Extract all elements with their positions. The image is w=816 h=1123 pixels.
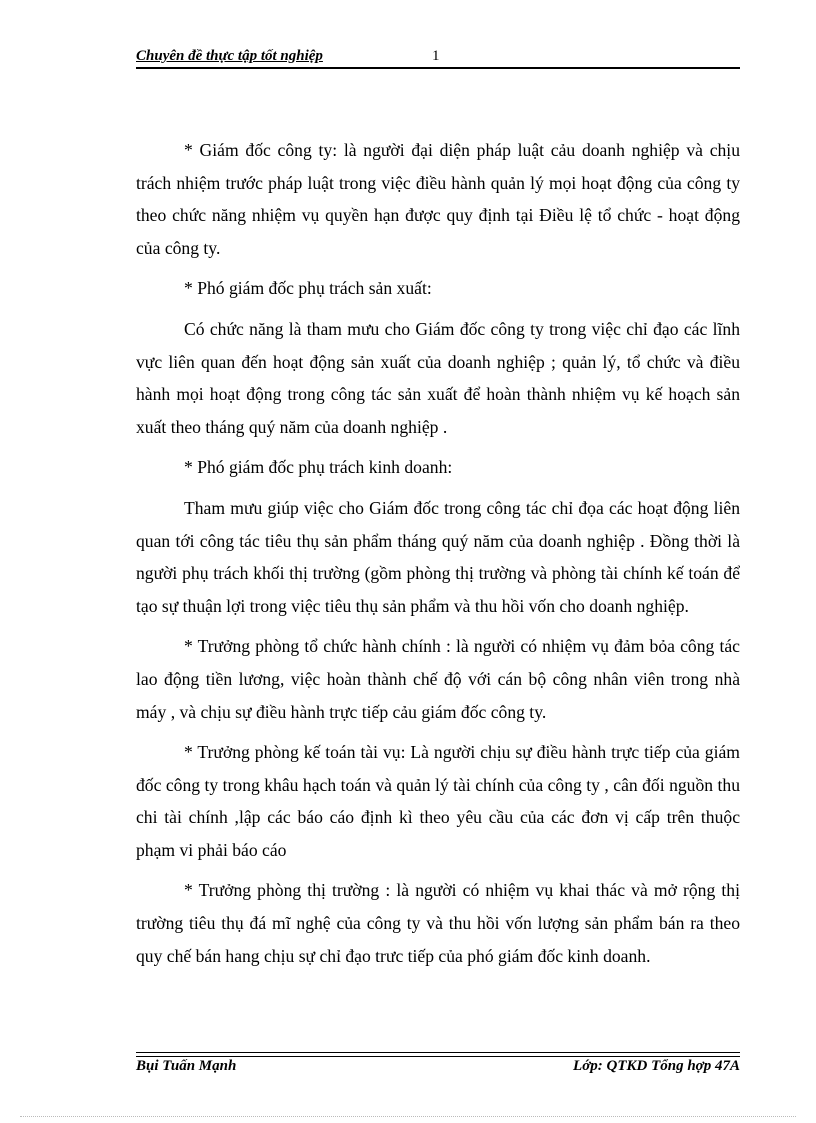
page-number: 1 [432, 48, 440, 64]
header-rule [136, 67, 740, 69]
paragraph-truong-phong-ke-toan: * Trưởng phòng kế toán tài vụ: Là người chịu sự điều hành trực tiếp của giám đốc công ty trong khâu hạch toán và quản lý tài chính của công ty , cân đối nguồn thu chi tài chính ,lập các báo cáo định kì theo yêu cầu của các đơn vị cấp trên thuộc phạm vi phải báo cáo [136, 742, 740, 860]
header-title: Chuyên đề thực tập tốt nghiệp [136, 48, 323, 64]
footer-rule [136, 1052, 740, 1057]
paragraph-pho-giam-doc-kinh-doanh: Tham mưu giúp việc cho Giám đốc trong công tác chỉ đọa các hoạt động liên quan tới công tác tiêu thụ sản phẩm tháng quý năm của doanh nghiệp . Đồng thời là người phụ trách khối thị trường (gồm phòng thị trường và phòng tài chính kế toán để tạo sự thuận lợi trong việc tiêu thụ sản phẩm và thu hồi vốn cho doanh nghiệp. [136, 497, 740, 616]
paragraph-pho-giam-doc-san-xuat: Có chức năng là tham mưu cho Giám đốc công ty trong việc chỉ đạo các lĩnh vực liên quan đến hoạt động sản xuất của doanh nghiệp ; quản lý, tổ chức và điều hành mọi hoạt động trong công tác sản xuất để hoàn thành nhiệm vụ kế hoạch sản xuất theo tháng quý năm của doanh nghiệp . [136, 318, 740, 437]
paragraph-giam-doc: * Giám đốc công ty: là người đại diện pháp luật cảu doanh nghiệp và chịu trách nhiệm trước pháp luật trong việc điều hành quản lý mọi hoạt động của công ty theo chức năng nhiệm vụ quyền hạn được quy định tại Điều lệ tổ chức - hoạt động của công ty. [136, 140, 740, 258]
footer-class: Lớp: QTKD Tổng hợp 47A [573, 1058, 740, 1074]
paragraph-truong-phong-thi-truong: * Trưởng phòng thị trường : là người có nhiệm vụ khai thác và mở rộng thị trường tiêu thụ đá mĩ nghệ của công ty và thu hồi vốn lượng sản phẩm bán ra theo quy chế bán hang chịu sự chỉ đạo trưc tiếp của phó giám đốc kinh doanh. [136, 880, 740, 966]
heading-pho-giam-doc-san-xuat: * Phó giám đốc phụ trách sản xuất: [184, 278, 432, 299]
document-body [136, 134, 740, 980]
page-header [136, 48, 740, 68]
heading-pho-giam-doc-kinh-doanh: * Phó giám đốc phụ trách kinh doanh: [184, 457, 453, 478]
paragraph-truong-phong-to-chuc: * Trưởng phòng tổ chức hành chính : là người có nhiệm vụ đảm bỏa công tác lao động tiền lương, việc hoàn thành chế độ với cán bộ công nhân viên trong nhà máy , và chịu sự điều hành trực tiếp cảu giám đốc công ty. [136, 636, 740, 722]
page-edge [20, 1116, 796, 1117]
footer-author: Bụi Tuấn Mạnh [136, 1058, 237, 1074]
